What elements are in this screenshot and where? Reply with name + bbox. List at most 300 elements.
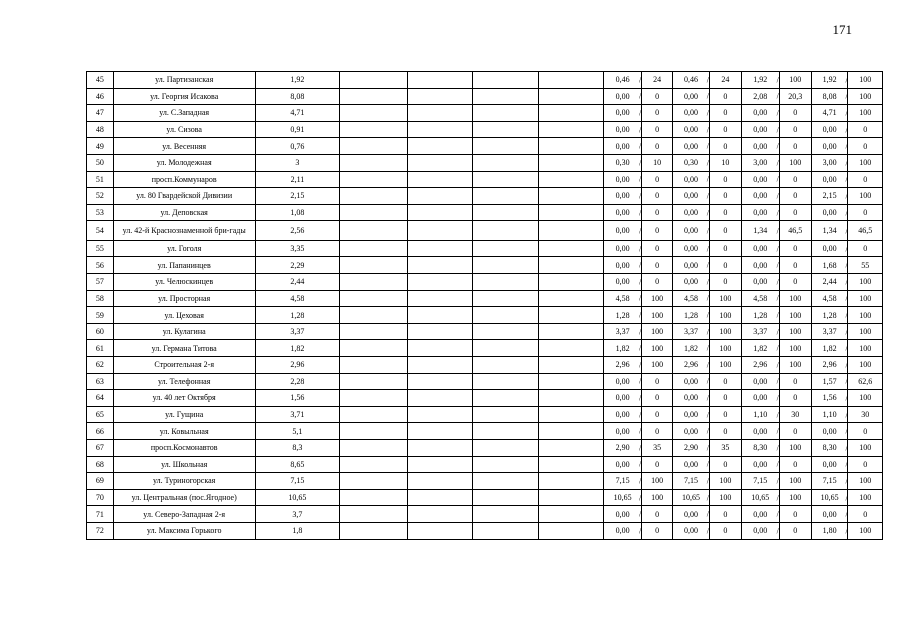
road-length: 2,44 xyxy=(255,274,339,291)
period-percent xyxy=(845,221,883,241)
period-value: 0,00 xyxy=(741,138,779,155)
period-value: 8,30 xyxy=(811,439,848,456)
empty-cell xyxy=(473,390,539,407)
period-percent xyxy=(706,290,741,307)
slash-separator: / xyxy=(639,244,642,254)
period-percent xyxy=(639,290,673,307)
empty-cell xyxy=(407,357,473,374)
percent-value: 100 xyxy=(789,493,802,503)
period-percent xyxy=(776,506,811,523)
slash-separator: / xyxy=(776,393,779,403)
percent-value: 46,5 xyxy=(788,226,803,236)
slash-separator: / xyxy=(706,125,709,135)
percent-value: 0 xyxy=(863,141,868,151)
street-name: ул. Просторная xyxy=(113,290,255,307)
percent-value: 0 xyxy=(723,141,728,151)
period-percent xyxy=(776,373,811,390)
period-percent xyxy=(776,423,811,440)
empty-cell xyxy=(407,489,473,506)
slash-separator: / xyxy=(776,260,779,270)
period-value: 0,00 xyxy=(811,506,848,523)
table-row xyxy=(87,204,883,221)
period-value: 1,92 xyxy=(741,72,779,89)
percent-value: 0 xyxy=(863,208,868,218)
percent-value: 0 xyxy=(723,509,728,519)
period-value: 1,82 xyxy=(604,340,642,357)
road-length: 1,82 xyxy=(255,340,339,357)
period-percent xyxy=(639,171,673,188)
slash-separator: / xyxy=(776,410,779,420)
slash-separator: / xyxy=(776,376,779,386)
percent-value: 0 xyxy=(655,459,660,469)
empty-cell xyxy=(538,307,604,324)
empty-cell xyxy=(473,88,539,105)
percent-value: 0 xyxy=(793,260,798,270)
slash-separator: / xyxy=(639,376,642,386)
period-value: 0,00 xyxy=(673,456,710,473)
period-value: 0,00 xyxy=(604,121,642,138)
slash-separator: / xyxy=(706,91,709,101)
empty-cell xyxy=(340,221,408,241)
row-number: 54 xyxy=(87,221,114,241)
percent-value: 20,3 xyxy=(788,91,803,101)
street-name: ул. Челюскинцев xyxy=(113,274,255,291)
empty-cell xyxy=(538,138,604,155)
percent-value: 100 xyxy=(651,327,664,337)
period-value: 1,57 xyxy=(811,373,848,390)
period-value: 0,00 xyxy=(604,274,642,291)
empty-cell xyxy=(538,390,604,407)
period-value: 0,00 xyxy=(741,522,779,539)
slash-separator: / xyxy=(845,410,848,420)
period-value: 2,96 xyxy=(811,357,848,374)
slash-separator: / xyxy=(845,426,848,436)
slash-separator: / xyxy=(776,91,779,101)
period-value: 0,00 xyxy=(604,88,642,105)
slash-separator: / xyxy=(706,476,709,486)
table-row xyxy=(87,105,883,122)
period-percent xyxy=(776,138,811,155)
slash-separator: / xyxy=(776,327,779,337)
percent-value: 100 xyxy=(651,310,664,320)
empty-cell xyxy=(538,154,604,171)
empty-cell xyxy=(538,439,604,456)
table-row xyxy=(87,522,883,539)
percent-value: 0 xyxy=(793,459,798,469)
period-value: 4,58 xyxy=(811,290,848,307)
period-percent xyxy=(845,489,883,506)
percent-value: 0 xyxy=(723,426,728,436)
row-number: 51 xyxy=(87,171,114,188)
period-value: 8,08 xyxy=(811,88,848,105)
empty-cell xyxy=(340,274,408,291)
period-value: 0,00 xyxy=(811,171,848,188)
period-percent xyxy=(845,423,883,440)
period-percent xyxy=(845,357,883,374)
period-percent xyxy=(706,357,741,374)
row-number: 49 xyxy=(87,138,114,155)
empty-cell xyxy=(538,240,604,257)
empty-cell xyxy=(407,188,473,205)
period-value: 3,37 xyxy=(673,323,710,340)
slash-separator: / xyxy=(845,158,848,168)
slash-separator: / xyxy=(639,410,642,420)
slash-separator: / xyxy=(845,108,848,118)
period-percent xyxy=(845,340,883,357)
period-percent xyxy=(845,522,883,539)
period-percent xyxy=(706,423,741,440)
street-name: ул. Цеховая xyxy=(113,307,255,324)
road-length: 1,08 xyxy=(255,204,339,221)
empty-cell xyxy=(538,522,604,539)
period-percent xyxy=(706,506,741,523)
period-value: 2,44 xyxy=(811,274,848,291)
slash-separator: / xyxy=(845,360,848,370)
period-percent xyxy=(706,88,741,105)
percent-value: 100 xyxy=(859,476,872,486)
period-value: 0,00 xyxy=(741,456,779,473)
slash-separator: / xyxy=(639,191,642,201)
slash-separator: / xyxy=(706,260,709,270)
empty-cell xyxy=(407,204,473,221)
slash-separator: / xyxy=(706,509,709,519)
empty-cell xyxy=(340,121,408,138)
road-length: 10,65 xyxy=(255,489,339,506)
period-value: 0,00 xyxy=(673,506,710,523)
slash-separator: / xyxy=(639,493,642,503)
period-value: 2,96 xyxy=(604,357,642,374)
period-value: 0,00 xyxy=(604,522,642,539)
period-percent xyxy=(706,121,741,138)
slash-separator: / xyxy=(845,476,848,486)
period-percent xyxy=(776,154,811,171)
empty-cell xyxy=(340,72,408,89)
row-number: 65 xyxy=(87,406,114,423)
empty-cell xyxy=(538,121,604,138)
table-row xyxy=(87,489,883,506)
slash-separator: / xyxy=(639,158,642,168)
percent-value: 0 xyxy=(655,141,660,151)
empty-cell xyxy=(407,390,473,407)
percent-value: 0 xyxy=(655,244,660,254)
slash-separator: / xyxy=(776,293,779,303)
empty-cell xyxy=(340,240,408,257)
period-value: 0,00 xyxy=(673,240,710,257)
empty-cell xyxy=(538,88,604,105)
period-value: 0,00 xyxy=(604,221,642,241)
road-length: 8,65 xyxy=(255,456,339,473)
period-percent xyxy=(639,240,673,257)
percent-value: 100 xyxy=(859,343,872,353)
empty-cell xyxy=(538,373,604,390)
table-row xyxy=(87,357,883,374)
period-value: 0,00 xyxy=(604,506,642,523)
period-percent xyxy=(706,489,741,506)
period-value: 0,00 xyxy=(673,121,710,138)
slash-separator: / xyxy=(639,108,642,118)
period-percent xyxy=(845,204,883,221)
table-row xyxy=(87,340,883,357)
slash-separator: / xyxy=(845,526,848,536)
period-percent xyxy=(845,188,883,205)
street-name: ул. С.Западная xyxy=(113,105,255,122)
period-percent xyxy=(776,307,811,324)
slash-separator: / xyxy=(845,125,848,135)
slash-separator: / xyxy=(776,108,779,118)
period-percent xyxy=(776,257,811,274)
empty-cell xyxy=(407,473,473,490)
percent-value: 100 xyxy=(859,108,872,118)
road-length: 0,76 xyxy=(255,138,339,155)
period-value: 1,82 xyxy=(811,340,848,357)
percent-value: 0 xyxy=(723,244,728,254)
row-number: 63 xyxy=(87,373,114,390)
percent-value: 100 xyxy=(789,310,802,320)
empty-cell xyxy=(340,290,408,307)
percent-value: 100 xyxy=(651,293,664,303)
period-value: 2,08 xyxy=(741,88,779,105)
period-percent xyxy=(639,357,673,374)
period-percent xyxy=(776,473,811,490)
period-value: 1,68 xyxy=(811,257,848,274)
period-percent xyxy=(776,121,811,138)
table-body xyxy=(87,72,883,540)
period-value: 0,00 xyxy=(604,390,642,407)
empty-cell xyxy=(538,171,604,188)
table-row xyxy=(87,221,883,241)
empty-cell xyxy=(340,373,408,390)
slash-separator: / xyxy=(706,191,709,201)
period-value: 10,65 xyxy=(811,489,848,506)
period-percent xyxy=(776,188,811,205)
period-value: 0,00 xyxy=(673,88,710,105)
period-value: 1,34 xyxy=(811,221,848,241)
row-number: 72 xyxy=(87,522,114,539)
empty-cell xyxy=(407,456,473,473)
empty-cell xyxy=(473,489,539,506)
row-number: 59 xyxy=(87,307,114,324)
percent-value: 46,5 xyxy=(858,226,873,236)
street-name: ул. Гоголя xyxy=(113,240,255,257)
period-percent xyxy=(776,290,811,307)
percent-value: 100 xyxy=(719,343,732,353)
period-value: 1,10 xyxy=(811,406,848,423)
table-row xyxy=(87,88,883,105)
percent-value: 0 xyxy=(863,509,868,519)
empty-cell xyxy=(340,406,408,423)
table-row xyxy=(87,154,883,171)
slash-separator: / xyxy=(776,174,779,184)
period-percent xyxy=(776,390,811,407)
slash-separator: / xyxy=(639,293,642,303)
period-value: 0,00 xyxy=(604,188,642,205)
empty-cell xyxy=(340,439,408,456)
period-percent xyxy=(706,373,741,390)
slash-separator: / xyxy=(845,260,848,270)
empty-cell xyxy=(407,373,473,390)
slash-separator: / xyxy=(706,426,709,436)
period-value: 0,00 xyxy=(673,390,710,407)
percent-value: 0 xyxy=(793,108,798,118)
period-value: 2,90 xyxy=(673,439,710,456)
slash-separator: / xyxy=(845,393,848,403)
percent-value: 0 xyxy=(655,108,660,118)
percent-value: 0 xyxy=(655,393,660,403)
percent-value: 0 xyxy=(793,141,798,151)
table-row xyxy=(87,323,883,340)
period-percent xyxy=(845,171,883,188)
period-percent xyxy=(639,105,673,122)
period-value: 1,82 xyxy=(741,340,779,357)
period-value: 0,00 xyxy=(604,423,642,440)
empty-cell xyxy=(407,340,473,357)
empty-cell xyxy=(538,323,604,340)
period-percent xyxy=(776,105,811,122)
percent-value: 0 xyxy=(723,277,728,287)
street-name: ул. Ковыльная xyxy=(113,423,255,440)
percent-value: 0 xyxy=(655,125,660,135)
empty-cell xyxy=(407,171,473,188)
empty-cell xyxy=(407,522,473,539)
road-length: 5,1 xyxy=(255,423,339,440)
percent-value: 0 xyxy=(793,526,798,536)
slash-separator: / xyxy=(639,75,642,85)
slash-separator: / xyxy=(639,174,642,184)
page-number: 171 xyxy=(832,22,852,37)
period-percent xyxy=(639,340,673,357)
period-value: 0,00 xyxy=(673,221,710,241)
road-length: 3,71 xyxy=(255,406,339,423)
period-value: 0,00 xyxy=(604,105,642,122)
period-value: 0,00 xyxy=(604,257,642,274)
period-value: 1,28 xyxy=(811,307,848,324)
table-row xyxy=(87,390,883,407)
road-length: 2,56 xyxy=(255,221,339,241)
row-number: 67 xyxy=(87,439,114,456)
slash-separator: / xyxy=(639,459,642,469)
slash-separator: / xyxy=(706,208,709,218)
empty-cell xyxy=(340,307,408,324)
percent-value: 100 xyxy=(789,327,802,337)
percent-value: 100 xyxy=(859,327,872,337)
slash-separator: / xyxy=(639,226,642,236)
period-percent xyxy=(639,88,673,105)
roads-table xyxy=(86,71,883,540)
period-percent xyxy=(706,456,741,473)
road-length: 2,29 xyxy=(255,257,339,274)
empty-cell xyxy=(473,290,539,307)
empty-cell xyxy=(538,257,604,274)
empty-cell xyxy=(473,522,539,539)
slash-separator: / xyxy=(639,260,642,270)
percent-value: 100 xyxy=(719,493,732,503)
percent-value: 0 xyxy=(655,191,660,201)
percent-value: 100 xyxy=(859,493,872,503)
street-name: ул. Максима Горького xyxy=(113,522,255,539)
period-value: 0,00 xyxy=(673,257,710,274)
period-percent xyxy=(845,307,883,324)
percent-value: 0 xyxy=(655,226,660,236)
slash-separator: / xyxy=(706,376,709,386)
percent-value: 100 xyxy=(859,91,872,101)
period-percent xyxy=(776,171,811,188)
slash-separator: / xyxy=(776,459,779,469)
empty-cell xyxy=(473,323,539,340)
empty-cell xyxy=(340,171,408,188)
road-length: 7,15 xyxy=(255,473,339,490)
percent-value: 0 xyxy=(863,174,868,184)
empty-cell xyxy=(473,439,539,456)
period-value: 4,58 xyxy=(741,290,779,307)
street-name: ул. Партизанская xyxy=(113,72,255,89)
table-row xyxy=(87,138,883,155)
table-row xyxy=(87,307,883,324)
period-value: 0,00 xyxy=(741,240,779,257)
empty-cell xyxy=(407,154,473,171)
road-length: 1,92 xyxy=(255,72,339,89)
slash-separator: / xyxy=(706,410,709,420)
period-value: 7,15 xyxy=(741,473,779,490)
slash-separator: / xyxy=(776,226,779,236)
percent-value: 0 xyxy=(793,376,798,386)
period-value: 3,37 xyxy=(604,323,642,340)
percent-value: 0 xyxy=(655,426,660,436)
percent-value: 0 xyxy=(863,426,868,436)
period-percent xyxy=(706,171,741,188)
period-value: 1,28 xyxy=(673,307,710,324)
empty-cell xyxy=(538,290,604,307)
period-percent xyxy=(639,72,673,89)
table-row xyxy=(87,373,883,390)
slash-separator: / xyxy=(845,327,848,337)
period-value: 0,00 xyxy=(604,373,642,390)
slash-separator: / xyxy=(706,75,709,85)
row-number: 50 xyxy=(87,154,114,171)
percent-value: 35 xyxy=(653,443,662,453)
period-percent xyxy=(706,204,741,221)
row-number: 62 xyxy=(87,357,114,374)
empty-cell xyxy=(407,221,473,241)
percent-value: 0 xyxy=(793,277,798,287)
table-row xyxy=(87,274,883,291)
row-number: 48 xyxy=(87,121,114,138)
empty-cell xyxy=(340,456,408,473)
street-name: ул. Гущина xyxy=(113,406,255,423)
period-value: 0,46 xyxy=(604,72,642,89)
period-percent xyxy=(776,240,811,257)
street-name: ул. 40 лет Октября xyxy=(113,390,255,407)
empty-cell xyxy=(538,423,604,440)
row-number: 61 xyxy=(87,340,114,357)
period-percent xyxy=(706,257,741,274)
period-value: 1,82 xyxy=(673,340,710,357)
slash-separator: / xyxy=(845,509,848,519)
percent-value: 100 xyxy=(789,360,802,370)
slash-separator: / xyxy=(776,158,779,168)
empty-cell xyxy=(407,423,473,440)
empty-cell xyxy=(340,204,408,221)
empty-cell xyxy=(538,456,604,473)
period-percent xyxy=(639,406,673,423)
percent-value: 0 xyxy=(723,174,728,184)
slash-separator: / xyxy=(706,493,709,503)
empty-cell xyxy=(340,423,408,440)
empty-cell xyxy=(473,473,539,490)
period-percent xyxy=(706,406,741,423)
period-percent xyxy=(639,221,673,241)
empty-cell xyxy=(340,340,408,357)
period-value: 0,00 xyxy=(673,274,710,291)
